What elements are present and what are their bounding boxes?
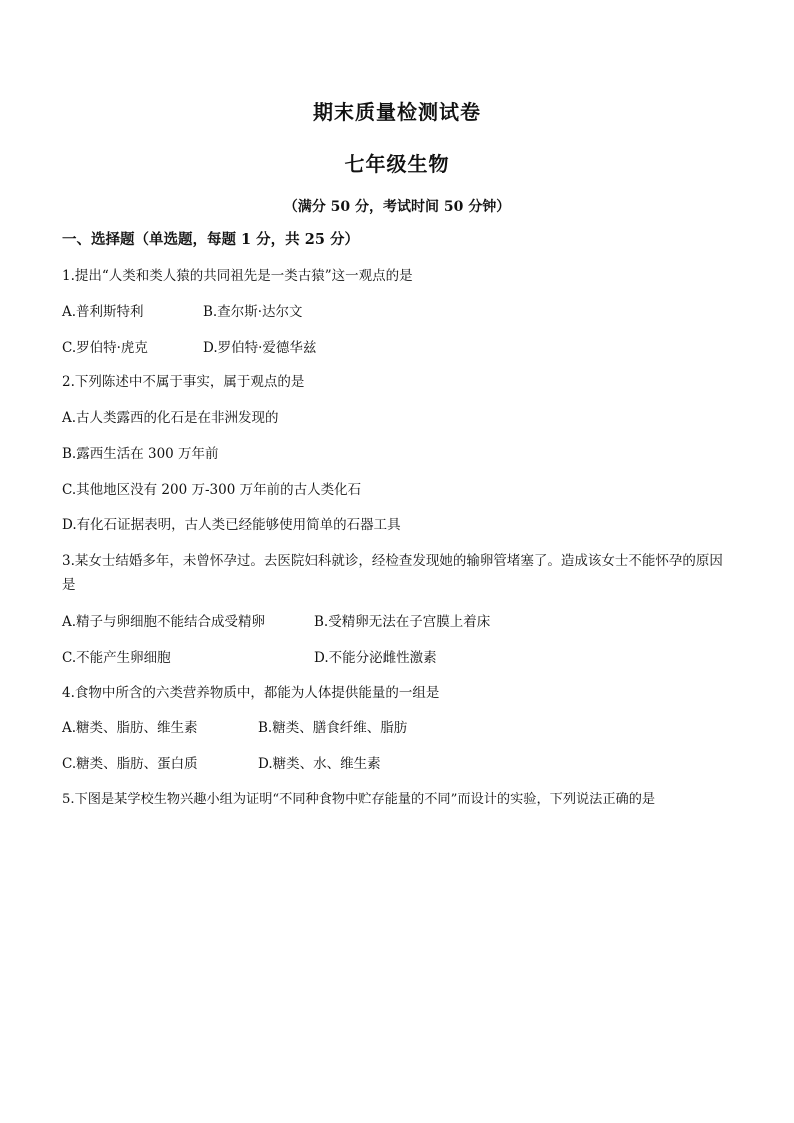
question-2-stem: 2.下列陈述中不属于事实，属于观点的是	[62, 374, 305, 390]
question-3-option-c: C.不能产生卵细胞	[62, 650, 171, 666]
question-3-option-a: A.精子与卵细胞不能结合成受精卵	[62, 614, 266, 630]
question-3-stem: 3.某女士结婚多年，未曾怀孕过。去医院妇科就诊，经检查发现她的输卵管堵塞了。造成该女士不能怀孕的原因是	[62, 553, 723, 593]
question-1-stem: 1.提出“人类和类人猿的共同祖先是一类古猿”这一观点的是	[62, 268, 413, 284]
exam-note: （满分 50 分，考试时间 50 分钟）	[283, 199, 511, 215]
question-4-option-b: B.糖类、膳食纤维、脂肪	[258, 720, 408, 736]
question-2-option-b: B.露西生活在 300 万年前	[62, 446, 219, 462]
question-4-option-d: D.糖类、水、维生素	[258, 756, 381, 772]
question-3-option-b: B.受精卵无法在子宫膜上着床	[314, 614, 491, 630]
question-2-option-a: A.古人类露西的化石是在非洲发现的	[62, 410, 279, 426]
question-4-option-a: A.糖类、脂肪、维生素	[62, 720, 198, 736]
exam-title: 期末质量检测试卷	[313, 100, 481, 124]
question-1-option-b: B.查尔斯·达尔文	[203, 304, 303, 320]
question-5-stem: 5.下图是某学校生物兴趣小组为证明“不同种食物中贮存能量的不同”而设计的实验，下列说法正确的是	[62, 792, 656, 807]
question-2-option-c: C.其他地区没有 200 万-300 万年前的古人类化石	[62, 482, 362, 498]
question-1-option-c: C.罗伯特·虎克	[62, 340, 148, 356]
question-1-option-d: D.罗伯特·爱德华兹	[203, 340, 317, 356]
question-1-option-a: A.普利斯特利	[62, 304, 144, 320]
section-heading: 一、选择题（单选题，每题 1 分，共 25 分）	[62, 231, 359, 248]
question-4-stem: 4.食物中所含的六类营养物质中，都能为人体提供能量的一组是	[62, 685, 440, 701]
exam-subject: 七年级生物	[344, 152, 450, 176]
question-3-option-d: D.不能分泌雌性激素	[314, 650, 437, 666]
question-4-option-c: C.糖类、脂肪、蛋白质	[62, 756, 198, 772]
question-2-option-d: D.有化石证据表明，古人类已经能够使用简单的石器工具	[62, 517, 401, 533]
